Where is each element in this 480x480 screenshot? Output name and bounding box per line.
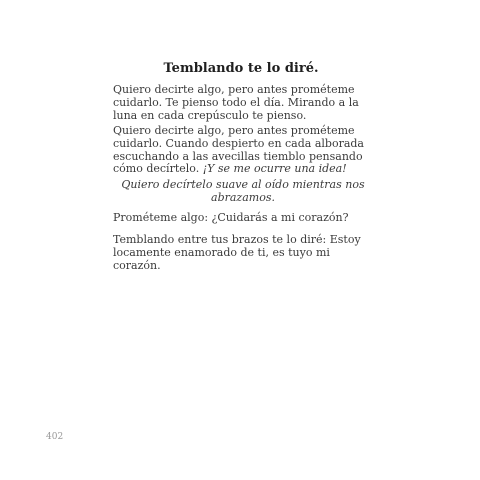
paragraph-5-text: Temblando entre tus brazos te lo diré: Estoy locamente enamorado de ti, es tuyo mi corazón. — [113, 233, 361, 272]
poem-title: Temblando te lo diré. — [163, 61, 319, 76]
paragraph-2 — [113, 125, 373, 176]
paragraph-2-italic: ¡Y se me ocurre una idea! — [202, 162, 347, 176]
paragraph-5 — [113, 234, 373, 272]
paragraph-3-text: Quiero decírtelo suave al oído mientras nos abrazamos. — [121, 178, 365, 204]
paragraph-1 — [113, 84, 373, 122]
paragraph-4-text: Prométeme algo: ¿Cuidarás a mi corazón? — [113, 211, 349, 224]
page-number: 402 — [46, 432, 64, 442]
paragraph-1-text: Quiero decirte algo, pero antes prométeme cuidarlo. Te pienso todo el día. Mirando a la luna en cada crepúsculo te pienso. — [113, 83, 359, 122]
paragraph-4 — [113, 212, 373, 225]
paragraph-3-italic — [113, 179, 373, 205]
paragraph-2-text: Quiero decirte algo, pero antes prométeme cuidarlo. Cuando despierto en cada alborada escuchando a las avecillas tiemblo pensando cómo decírtelo. — [113, 124, 364, 176]
